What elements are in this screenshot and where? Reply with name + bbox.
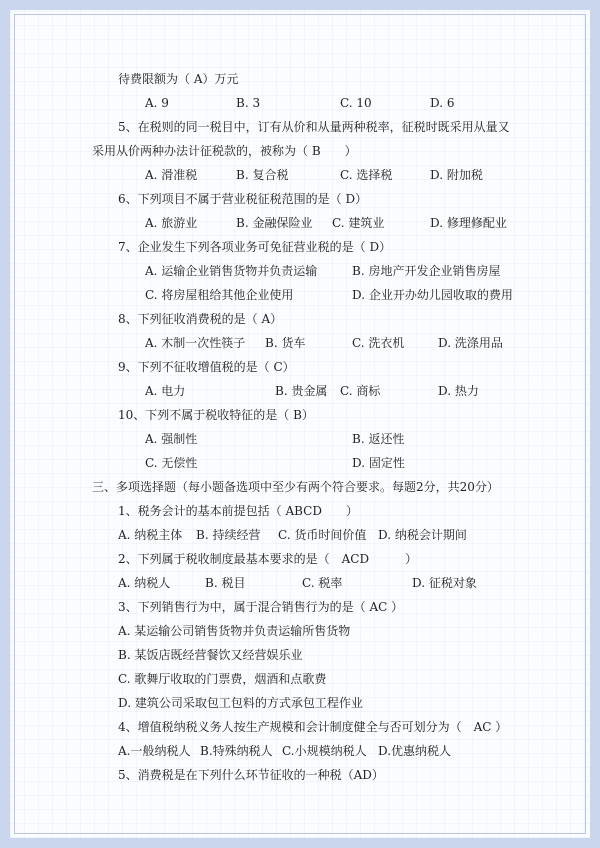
text-line: A. 旅游业 <box>145 216 198 230</box>
text-line: 1、税务会计的基本前提包括（ ABCD ） <box>118 504 358 518</box>
text-line: A. 纳税人 <box>118 576 171 590</box>
text-line: 采用从价两种办法计征税款的，被称为（ B ） <box>92 144 357 158</box>
text-line: 9、下列不征收增值税的是（ C） <box>118 360 295 374</box>
text-line: D. 企业开办幼儿园收取的费用 <box>352 288 513 302</box>
text-line: C. 无偿性 <box>145 456 198 470</box>
text-line: B. 3 <box>236 96 261 110</box>
text-line: A.一般纳税人 <box>118 744 191 758</box>
text-line: D.优惠纳税人 <box>378 744 452 758</box>
text-line: B. 贵金属 <box>275 384 328 398</box>
text-line: D. 纳税会计期间 <box>378 528 467 542</box>
text-line: 7、企业发生下列各项业务可免征营业税的是（ D） <box>118 240 392 254</box>
text-line: D. 热力 <box>438 384 479 398</box>
text-line: A. 纳税主体 <box>118 528 183 542</box>
text-line: B. 金融保险业 <box>236 216 313 230</box>
text-line: D. 固定性 <box>352 456 405 470</box>
text-line: C. 选择税 <box>340 168 393 182</box>
text-line: B. 某饭店既经营餐饮又经营娱乐业 <box>118 648 303 662</box>
text-line: 4、增值税纳税义务人按生产规模和会计制度健全与否可划分为（ AC ） <box>118 720 508 734</box>
text-line: 6、下列项目不属于营业税征税范围的是（ D） <box>118 192 368 206</box>
text-line: C. 建筑业 <box>332 216 385 230</box>
inner-border <box>14 14 586 834</box>
text-line: C. 货币时间价值 <box>278 528 367 542</box>
text-line: B. 房地产开发企业销售房屋 <box>352 264 501 278</box>
text-line: B.特殊纳税人 <box>200 744 273 758</box>
text-line: 3、下列销售行为中，属于混合销售行为的是（ AC ） <box>118 600 404 614</box>
text-line: C. 将房屋租给其他企业使用 <box>145 288 294 302</box>
text-line: C. 歌舞厅收取的门票费，烟酒和点歌费 <box>118 672 327 686</box>
text-line: B. 持续经营 <box>196 528 261 542</box>
text-line: 2、下列属于税收制度最基本要求的是（ ACD ） <box>118 552 418 566</box>
text-line: D. 建筑公司采取包工包料的方式承包工程作业 <box>118 696 363 710</box>
text-line: D. 洗涤用品 <box>438 336 503 350</box>
text-line: A. 强制性 <box>145 432 198 446</box>
text-line: A. 9 <box>145 96 169 110</box>
text-line: A. 滑准税 <box>145 168 198 182</box>
text-line: A. 木制一次性筷子 <box>145 336 246 350</box>
text-line: B. 货车 <box>265 336 306 350</box>
text-line: A. 电力 <box>145 384 186 398</box>
text-line: 5、消费税是在下列什么环节征收的一种税（AD） <box>118 768 384 782</box>
text-line: B. 返还性 <box>352 432 405 446</box>
text-line: 5、在税则的同一税目中，订有从价和从量两种税率，征税时既采用从量又 <box>118 120 510 134</box>
text-line: 待费限额为（ A）万元 <box>118 72 239 86</box>
text-line: A. 某运输公司销售货物并负责运输所售货物 <box>118 624 351 638</box>
text-line: D. 征税对象 <box>412 576 477 590</box>
text-line: B. 税目 <box>205 576 246 590</box>
text-line: D. 附加税 <box>430 168 483 182</box>
text-line: C. 税率 <box>302 576 343 590</box>
text-line: 10、下列不属于税收特征的是（ B） <box>118 408 314 422</box>
text-line: C. 10 <box>340 96 372 110</box>
text-line: 8、下列征收消费税的是（ A） <box>118 312 283 326</box>
section-heading: 三、多项选择题（每小题备选项中至少有两个符合要求。每题2分，共20分） <box>92 480 499 494</box>
text-line: D. 修理修配业 <box>430 216 507 230</box>
text-line: B. 复合税 <box>236 168 289 182</box>
text-line: C. 商标 <box>340 384 381 398</box>
text-line: A. 运输企业销售货物并负责运输 <box>145 264 318 278</box>
text-line: C. 洗衣机 <box>352 336 405 350</box>
text-line: C.小规模纳税人 <box>282 744 367 758</box>
text-line: D. 6 <box>430 96 455 110</box>
